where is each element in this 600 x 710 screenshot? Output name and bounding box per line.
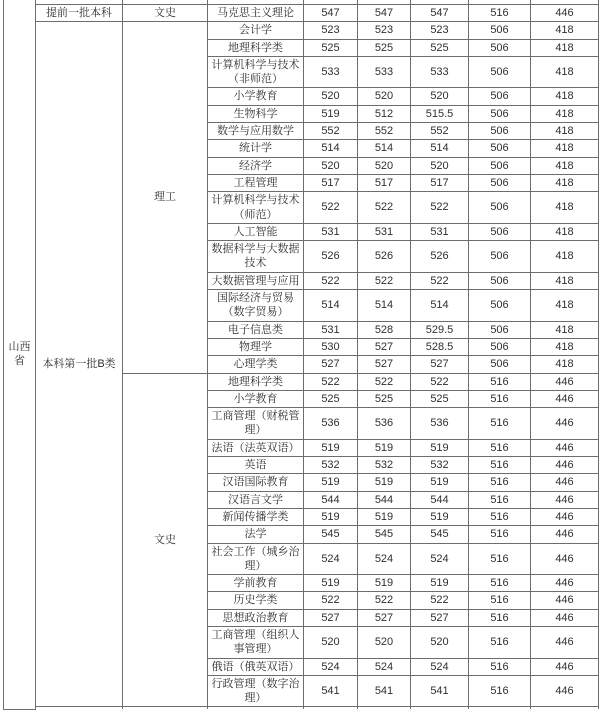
score-cell: 418 (531, 157, 599, 174)
score-cell: 446 (531, 5, 599, 22)
score-cell: 545 (304, 526, 358, 543)
score-cell: 512 (358, 105, 411, 122)
score-cell: 520 (304, 157, 358, 174)
score-cell: 526 (358, 241, 411, 273)
score-cell: 522 (358, 373, 411, 390)
score-cell: 514 (411, 290, 469, 322)
major-cell: 学前教育 (208, 575, 304, 592)
score-cell: 547 (411, 5, 469, 22)
score-cell: 516 (469, 474, 531, 491)
score-cell: 532 (411, 457, 469, 474)
score-cell: 514 (304, 290, 358, 322)
score-table-body (4, 0, 599, 709)
score-cell: 519 (304, 439, 358, 456)
score-cell: 418 (531, 105, 599, 122)
score-cell: 533 (358, 56, 411, 88)
score-cell: 446 (531, 390, 599, 407)
subject-cell: 文史 (123, 5, 208, 22)
score-cell: 527 (304, 356, 358, 373)
major-cell: 历史学类 (208, 592, 304, 609)
score-cell: 532 (358, 457, 411, 474)
score-cell: 418 (531, 356, 599, 373)
major-cell: 生物科学 (208, 105, 304, 122)
score-cell: 547 (358, 5, 411, 22)
major-cell: 新闻传播学类 (208, 508, 304, 525)
score-cell: 506 (469, 338, 531, 355)
score-cell: 532 (304, 457, 358, 474)
score-cell: 523 (304, 22, 358, 39)
score-cell: 515.5 (411, 105, 469, 122)
score-cell: 541 (411, 675, 469, 707)
score-cell: 506 (469, 105, 531, 122)
score-cell: 418 (531, 192, 599, 224)
score-cell: 522 (304, 373, 358, 390)
score-cell: 522 (411, 373, 469, 390)
score-cell: 446 (531, 508, 599, 525)
score-cell: 514 (358, 290, 411, 322)
score-cell: 519 (304, 575, 358, 592)
score-cell: 527 (358, 609, 411, 626)
score-cell: 522 (411, 592, 469, 609)
score-cell: 506 (469, 223, 531, 240)
score-cell: 547 (304, 5, 358, 22)
score-cell: 522 (358, 272, 411, 289)
score-cell: 506 (469, 192, 531, 224)
score-cell: 524 (358, 658, 411, 675)
score-cell: 418 (531, 123, 599, 140)
score-cell: 519 (411, 439, 469, 456)
score-cell: 527 (358, 356, 411, 373)
major-cell: 地理科学类 (208, 39, 304, 56)
score-cell: 506 (469, 39, 531, 56)
score-cell: 520 (304, 88, 358, 105)
score-cell: 516 (469, 658, 531, 675)
major-cell: 数学与应用数学 (208, 123, 304, 140)
score-cell: 516 (469, 5, 531, 22)
major-cell: 电子信息类 (208, 321, 304, 338)
subject-cell-partial (123, 707, 208, 710)
score-cell: 446 (531, 675, 599, 707)
major-cell: 思想政治教育 (208, 609, 304, 626)
score-cell: 418 (531, 88, 599, 105)
score-cell: 418 (531, 22, 599, 39)
score-cell: 536 (358, 408, 411, 440)
major-cell: 英语 (208, 457, 304, 474)
major-cell: 经济学 (208, 157, 304, 174)
score-cell: 523 (411, 22, 469, 39)
major-cell: 数据科学与大数据技术 (208, 241, 304, 273)
major-cell: 汉语国际教育 (208, 474, 304, 491)
score-cell: 520 (411, 157, 469, 174)
score-cell: 520 (358, 88, 411, 105)
score-cell: 517 (411, 174, 469, 191)
score-cell: 506 (469, 356, 531, 373)
major-cell: 工程管理 (208, 174, 304, 191)
score-cell: 514 (304, 140, 358, 157)
score-cell: 531 (411, 223, 469, 240)
score-cell: 522 (411, 192, 469, 224)
score-cell: 544 (411, 491, 469, 508)
score-cell: 520 (358, 157, 411, 174)
score-cell: 525 (358, 390, 411, 407)
score-cell: 528 (358, 321, 411, 338)
major-cell: 社会工作（城乡治理） (208, 543, 304, 575)
province-cell: 山西省 (4, 0, 36, 709)
score-cell: 527 (411, 609, 469, 626)
score-cell: 526 (411, 241, 469, 273)
score-cell: 506 (469, 157, 531, 174)
score-cell: 516 (469, 675, 531, 707)
score-cell: 446 (531, 373, 599, 390)
score-cell: 506 (469, 174, 531, 191)
score-cell: 519 (411, 474, 469, 491)
score-cell: 526 (304, 241, 358, 273)
score-cell: 418 (531, 140, 599, 157)
major-cell: 法语（法英双语） (208, 439, 304, 456)
major-cell: 地理科学类 (208, 373, 304, 390)
subject-cell: 理工 (123, 22, 208, 373)
score-cell: 522 (358, 592, 411, 609)
score-cell: 446 (531, 408, 599, 440)
major-cell: 物理学 (208, 338, 304, 355)
table-row (4, 22, 599, 39)
score-cell: 446 (531, 626, 599, 658)
score-cell: 418 (531, 56, 599, 88)
score-cell: 519 (358, 575, 411, 592)
score-cell: 520 (411, 626, 469, 658)
score-cell: 516 (469, 390, 531, 407)
major-cell: 心理学类 (208, 356, 304, 373)
major-cell: 小学教育 (208, 88, 304, 105)
score-cell: 525 (411, 390, 469, 407)
score-cell: 522 (304, 592, 358, 609)
score-cell: 446 (531, 491, 599, 508)
major-cell: 法学 (208, 526, 304, 543)
score-cell: 516 (469, 457, 531, 474)
score-cell: 519 (304, 508, 358, 525)
major-cell: 小学教育 (208, 390, 304, 407)
score-cell: 516 (469, 592, 531, 609)
score-cell: 446 (531, 575, 599, 592)
score-cell: 418 (531, 241, 599, 273)
score-cell: 522 (304, 192, 358, 224)
subject-cell: 文史 (123, 373, 208, 707)
score-cell: 527 (411, 356, 469, 373)
batch-cell: 提前一批本科 (36, 5, 123, 22)
score-cell: 506 (469, 241, 531, 273)
major-cell: 大数据管理与应用 (208, 272, 304, 289)
score-cell: 523 (358, 22, 411, 39)
score-cell: 516 (469, 508, 531, 525)
score-cell: 545 (411, 526, 469, 543)
score-cell: 517 (358, 174, 411, 191)
score-cell: 527 (304, 609, 358, 626)
score-cell: 506 (469, 272, 531, 289)
score-cell: 536 (411, 408, 469, 440)
score-cell: 552 (358, 123, 411, 140)
score-cell: 516 (469, 439, 531, 456)
score-cell: 517 (304, 174, 358, 191)
score-cell: 529.5 (411, 321, 469, 338)
score-cell: 530 (304, 338, 358, 355)
major-cell: 工商管理（组织人事管理） (208, 626, 304, 658)
major-cell: 人工智能 (208, 223, 304, 240)
score-cell: 446 (531, 658, 599, 675)
score-cell: 525 (411, 39, 469, 56)
score-cell: 514 (358, 140, 411, 157)
score-cell: 446 (531, 592, 599, 609)
score-cell: 446 (531, 526, 599, 543)
score-cell: 446 (531, 457, 599, 474)
score-cell: 418 (531, 321, 599, 338)
table-row (4, 5, 599, 22)
score-cell: 506 (469, 56, 531, 88)
score-cell: 544 (304, 491, 358, 508)
score-cell: 522 (304, 272, 358, 289)
score-cell: 446 (531, 474, 599, 491)
admission-score-table (3, 0, 599, 710)
score-cell: 522 (411, 272, 469, 289)
score-cell: 541 (304, 675, 358, 707)
score-cell: 519 (358, 439, 411, 456)
score-cell: 536 (304, 408, 358, 440)
score-cell: 545 (358, 526, 411, 543)
score-cell: 525 (358, 39, 411, 56)
score-cell: 418 (531, 338, 599, 355)
score-cell: 524 (358, 543, 411, 575)
score-cell: 446 (531, 543, 599, 575)
score-cell: 541 (358, 675, 411, 707)
major-cell: 会计学 (208, 22, 304, 39)
score-cell: 516 (469, 373, 531, 390)
score-cell: 506 (469, 22, 531, 39)
score-cell: 516 (469, 609, 531, 626)
score-cell: 525 (304, 390, 358, 407)
score-cell: 519 (358, 508, 411, 525)
score-cell: 527 (358, 338, 411, 355)
partial-row-bottom (4, 707, 599, 710)
score-cell: 520 (358, 626, 411, 658)
score-cell: 531 (358, 223, 411, 240)
major-cell: 马克思主义理论 (208, 5, 304, 22)
major-cell: 行政管理（数字治理） (208, 675, 304, 707)
score-cell: 418 (531, 174, 599, 191)
score-cell: 418 (531, 290, 599, 322)
score-cell: 519 (411, 575, 469, 592)
score-cell: 506 (469, 321, 531, 338)
score-cell: 531 (304, 321, 358, 338)
score-cell-partial (304, 707, 358, 710)
score-cell: 533 (411, 56, 469, 88)
score-cell: 528.5 (411, 338, 469, 355)
major-cell: 计算机科学与技术（非师范） (208, 56, 304, 88)
major-cell: 计算机科学与技术（师范） (208, 192, 304, 224)
score-cell-partial (411, 707, 469, 710)
score-cell: 519 (304, 105, 358, 122)
score-cell: 418 (531, 39, 599, 56)
major-cell: 汉语言文学 (208, 491, 304, 508)
score-cell: 519 (304, 474, 358, 491)
score-cell: 506 (469, 140, 531, 157)
score-cell: 520 (411, 88, 469, 105)
major-cell: 工商管理（财税管理） (208, 408, 304, 440)
score-cell: 525 (304, 39, 358, 56)
score-cell-partial (358, 707, 411, 710)
score-cell: 516 (469, 491, 531, 508)
score-cell: 418 (531, 272, 599, 289)
score-cell: 514 (411, 140, 469, 157)
score-cell: 533 (304, 56, 358, 88)
score-cell: 544 (358, 491, 411, 508)
score-cell: 516 (469, 526, 531, 543)
score-cell: 524 (411, 658, 469, 675)
score-cell: 516 (469, 575, 531, 592)
batch-cell: 本科第一批B类 (36, 22, 123, 707)
score-cell: 418 (531, 223, 599, 240)
score-cell: 519 (411, 508, 469, 525)
score-cell: 524 (304, 658, 358, 675)
score-cell: 531 (304, 223, 358, 240)
score-cell: 522 (358, 192, 411, 224)
score-cell: 516 (469, 543, 531, 575)
score-cell: 446 (531, 439, 599, 456)
major-cell: 国际经济与贸易（数字贸易） (208, 290, 304, 322)
score-cell: 552 (304, 123, 358, 140)
score-cell: 506 (469, 123, 531, 140)
score-cell: 446 (531, 609, 599, 626)
major-cell: 统计学 (208, 140, 304, 157)
score-cell: 516 (469, 626, 531, 658)
major-cell: 俄语（俄英双语） (208, 658, 304, 675)
score-cell-partial (531, 707, 599, 710)
score-cell: 506 (469, 88, 531, 105)
score-cell-partial (469, 707, 531, 710)
score-cell: 516 (469, 408, 531, 440)
score-cell: 506 (469, 290, 531, 322)
score-cell: 524 (411, 543, 469, 575)
batch-cell-partial (36, 707, 123, 710)
score-cell: 519 (358, 474, 411, 491)
major-cell-partial (208, 707, 304, 710)
score-cell: 552 (411, 123, 469, 140)
score-cell: 524 (304, 543, 358, 575)
score-cell: 520 (304, 626, 358, 658)
